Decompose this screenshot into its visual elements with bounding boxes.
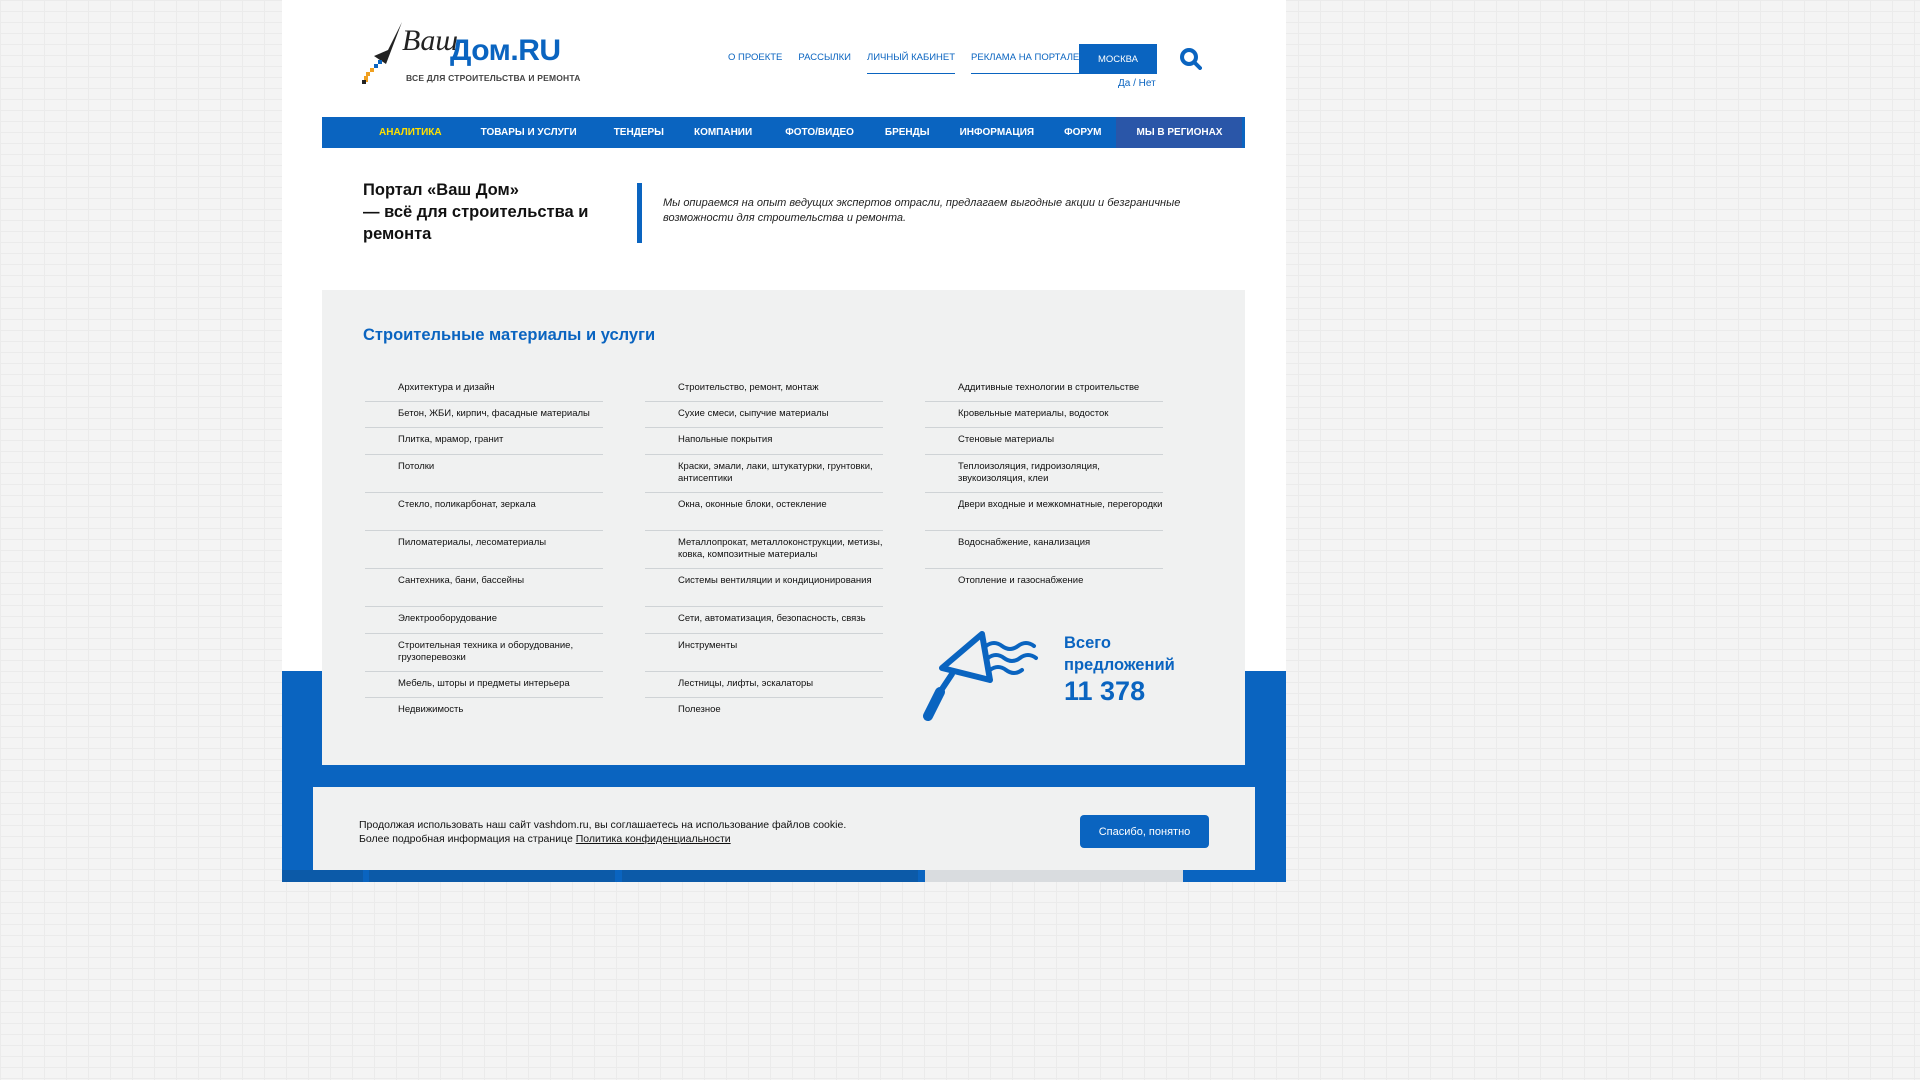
nav-photo-video[interactable]: ФОТО/ВИДЕО [785, 127, 854, 138]
logo-word-dom: Дом.RU [450, 34, 561, 67]
trowel-waves-icon [922, 630, 1042, 722]
city-confirm[interactable]: Да / Нет [1118, 78, 1156, 89]
category-link[interactable]: Лестницы, лифты, эскалаторы [645, 672, 883, 698]
category-link[interactable]: Архитектура и дизайн [365, 376, 603, 402]
category-link[interactable]: Отопление и газоснабжение [958, 575, 1084, 586]
category-link[interactable]: Бетон, ЖБИ, кирпич, фасадные материалы [365, 402, 603, 428]
category-link[interactable]: Недвижимость [398, 704, 464, 715]
category-link[interactable]: Плитка, мрамор, гранит [365, 428, 603, 455]
cookie-banner [313, 787, 1255, 870]
intro-title [363, 179, 613, 245]
category-link[interactable]: Окна, оконные блоки, остекление [645, 493, 883, 531]
category-link[interactable]: Сухие смеси, сыпучие материалы [645, 402, 883, 428]
category-link[interactable]: Потолки [365, 455, 603, 493]
category-link[interactable]: Краски, эмали, лаки, штукатурки, грунтовки, антисептики [645, 455, 883, 493]
category-link[interactable]: Полезное [678, 704, 721, 715]
search-icon[interactable] [1180, 48, 1202, 70]
catalog-column-3 [925, 376, 1163, 607]
offers-label-line2: предложений [1064, 656, 1175, 674]
nav-companies[interactable]: КОМПАНИИ [693, 127, 753, 138]
category-link[interactable]: Пиломатериалы, лесоматериалы [365, 531, 603, 569]
nav-info[interactable]: ИНФОРМАЦИЯ [959, 127, 1035, 138]
catalog-panel [322, 290, 1245, 765]
cookie-text-prefix: Более подробная информация на странице [359, 833, 576, 845]
nav-goods[interactable]: ТОВАРЫ И УСЛУГИ [480, 127, 577, 138]
trowel-logo-icon [362, 20, 406, 86]
catalog-column-2 [645, 376, 883, 724]
nav-tenders[interactable]: ТЕНДЕРЫ [613, 127, 664, 138]
link-account[interactable]: ЛИЧНЫЙ КАБИНЕТ [867, 52, 955, 74]
category-link[interactable]: Металлопрокат, металлоконструкции, метизы, ковка, композитные материалы [645, 531, 883, 569]
intro-title-line2: — всё для строительства и [363, 203, 589, 221]
cookie-text [359, 818, 846, 846]
category-link[interactable]: Водоснабжение, канализация [925, 531, 1163, 569]
nav-forum[interactable]: ФОРУМ [1064, 127, 1102, 138]
intro-description: Мы опираемся на опыт ведущих экспертов отрасли, предлагаем выгодные акции и безграничные возможности для строительства и ремонта. [663, 197, 1181, 224]
category-link[interactable]: Строительство, ремонт, монтаж [645, 376, 883, 402]
site-logo[interactable] [362, 20, 581, 86]
category-link[interactable]: Кровельные материалы, водосток [925, 402, 1163, 428]
thumbnail[interactable] [369, 870, 615, 882]
link-newsletters[interactable]: РАССЫЛКИ [798, 52, 851, 63]
category-link[interactable]: Теплоизоляция, гидроизоляция, звукоизоляция, клеи [925, 455, 1163, 493]
thumbnail[interactable] [282, 870, 363, 882]
category-link[interactable]: Сети, автоматизация, безопасность, связь [645, 607, 883, 634]
catalog-column-1 [365, 376, 603, 724]
category-link[interactable]: Электрооборудование [365, 607, 603, 634]
category-link[interactable]: Стекло, поликарбонат, зеркала [365, 493, 603, 531]
logo-tagline: ВСЕ ДЛЯ СТРОИТЕЛЬСТВА И РЕМОНТА [406, 73, 581, 83]
category-link[interactable]: Стеновые материалы [925, 428, 1163, 455]
intro-title-line3: ремонта [363, 225, 432, 243]
category-link[interactable]: Сантехника, бани, бассейны [365, 569, 603, 607]
privacy-policy-link[interactable]: Политика конфиденциальности [575, 833, 731, 845]
top-links [728, 52, 1095, 74]
thumbnail[interactable] [622, 870, 918, 882]
cookie-accept-button[interactable]: Спасибо, понятно [1080, 815, 1209, 848]
category-link[interactable]: Аддитивные технологии в строительстве [925, 376, 1163, 402]
nav-brands[interactable]: БРЕНДЫ [884, 127, 930, 138]
category-link[interactable]: Мебель, шторы и предметы интерьера [365, 672, 603, 698]
thumbnail[interactable] [925, 870, 1183, 882]
category-link[interactable]: Напольные покрытия [645, 428, 883, 455]
catalog-title: Строительные материалы и услуги [363, 326, 656, 344]
category-link[interactable]: Инструменты [645, 634, 883, 672]
cookie-text-line2 [359, 832, 846, 846]
logo-word-vash: Ваш [402, 24, 458, 57]
category-link[interactable]: Системы вентиляции и кондиционирования [645, 569, 883, 607]
offers-label [1064, 632, 1204, 676]
main-nav [322, 117, 1245, 148]
nav-regions[interactable]: МЫ В РЕГИОНАХ [1116, 117, 1242, 148]
link-advertising[interactable]: РЕКЛАМА НА ПОРТАЛЕ [971, 52, 1079, 74]
nav-analytics[interactable]: АНАЛИТИКА [379, 127, 442, 138]
intro-accent-bar [637, 183, 642, 243]
cookie-text-line1: Продолжая использовать наш сайт vashdom.ru, вы соглашаетесь на использование файлов cookie. [359, 819, 847, 831]
offers-count: 11 378 [1064, 676, 1146, 706]
intro-title-line1: Портал «Ваш Дом» [363, 181, 519, 199]
link-about[interactable]: О ПРОЕКТЕ [728, 52, 783, 63]
city-button[interactable]: МОСКВА [1079, 44, 1157, 74]
category-link[interactable]: Строительная техника и оборудование, грузоперевозки [365, 634, 603, 672]
category-link[interactable]: Двери входные и межкомнатные, перегородки [925, 493, 1163, 531]
offers-label-line1: Всего [1064, 634, 1112, 652]
